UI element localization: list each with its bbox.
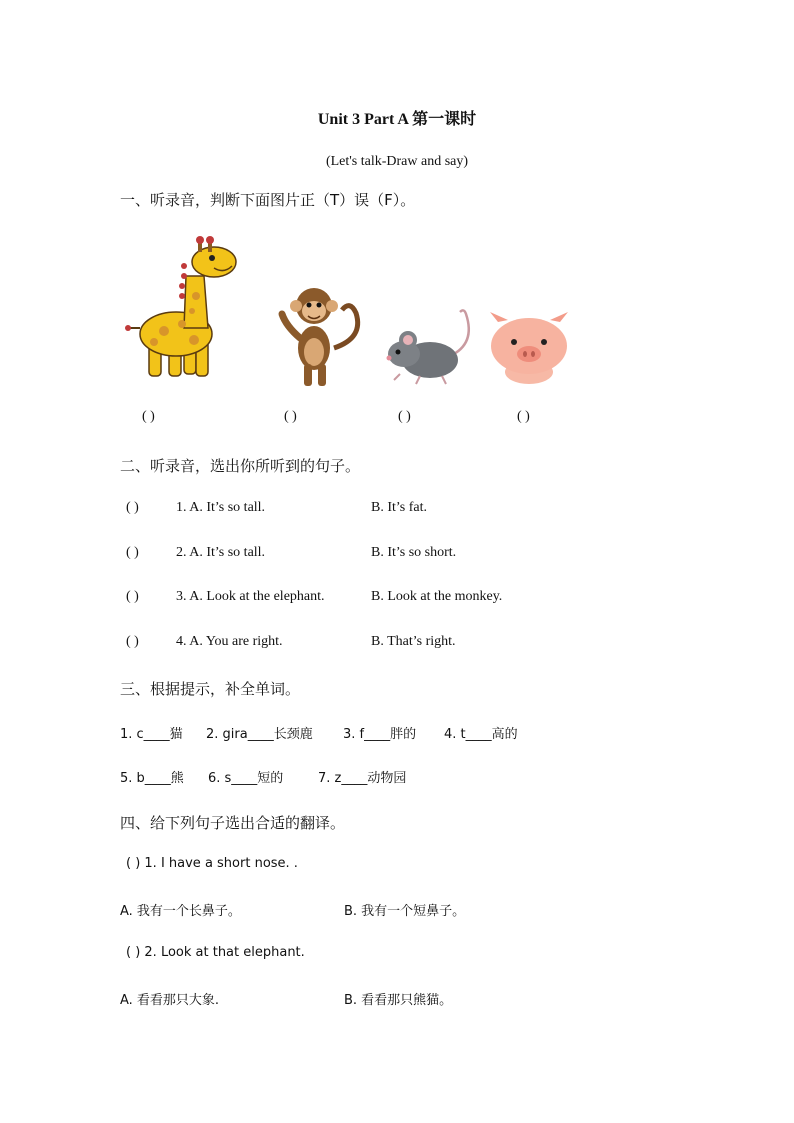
monkey-image [274, 278, 366, 390]
giraffe-image [124, 236, 238, 384]
s2-item4-option-a: 4. A. You are right. [176, 634, 283, 649]
s2-item2-paren[interactable]: ( ) [126, 545, 139, 560]
answer-blank-monkey[interactable]: ( ) [284, 409, 297, 424]
s4-question-2[interactable]: ( ) 2. Look at that elephant. [126, 945, 305, 960]
s4-q1-option-b: B. 我有一个短鼻子。 [344, 904, 466, 919]
pig-image [486, 310, 572, 386]
s3-word-4: 4. t____高的 [444, 727, 518, 742]
s2-item2-option-a: 2. A. It’s so tall. [176, 545, 266, 560]
s2-item2-option-b: B. It’s so short. [371, 545, 457, 560]
section3-heading: 三、根据提示，补全单词。 [120, 680, 301, 698]
s3-word-7: 7. z____动物园 [318, 771, 407, 786]
s2-item4-paren[interactable]: ( ) [126, 634, 139, 649]
s2-item3-paren[interactable]: ( ) [126, 589, 139, 604]
s4-question-1[interactable]: ( ) 1. I have a short nose. . [126, 856, 298, 871]
page-subtitle: (Let's talk-Draw and say) [325, 154, 469, 169]
s2-item1-option-a: 1. A. It’s so tall. [176, 500, 266, 515]
section4-heading: 四、给下列句子选出合适的翻译。 [120, 814, 346, 832]
section2-heading: 二、听录音，选出你所听到的句子。 [120, 457, 361, 475]
s4-q2-option-a: A. 看看那只大象. [120, 993, 220, 1008]
s3-word-3: 3. f____胖的 [343, 727, 417, 742]
s4-q2-option-b: B. 看看那只熊猫。 [344, 993, 453, 1008]
answer-blank-mouse[interactable]: ( ) [398, 409, 411, 424]
s3-word-2: 2. gira____长颈鹿 [206, 727, 313, 742]
page-title: Unit 3 Part A 第一课时 [317, 111, 477, 128]
s3-word-5: 5. b____熊 [120, 771, 184, 786]
section1-heading: 一、听录音，判断下面图片正（T）误（F）。 [120, 191, 416, 209]
answer-blank-giraffe[interactable]: ( ) [142, 409, 155, 424]
answer-blank-pig[interactable]: ( ) [517, 409, 530, 424]
s2-item3-option-a: 3. A. Look at the elephant. [176, 589, 325, 604]
s2-item1-option-b: B. It’s fat. [371, 500, 427, 515]
mouse-image [380, 304, 480, 390]
s2-item4-option-b: B. That’s right. [371, 634, 456, 649]
s4-q1-option-a: A. 我有一个长鼻子。 [120, 904, 241, 919]
s3-word-1: 1. c____猫 [120, 727, 183, 742]
s2-item1-paren[interactable]: ( ) [126, 500, 139, 515]
s3-word-6: 6. s____短的 [208, 771, 284, 786]
s2-item3-option-b: B. Look at the monkey. [371, 589, 503, 604]
